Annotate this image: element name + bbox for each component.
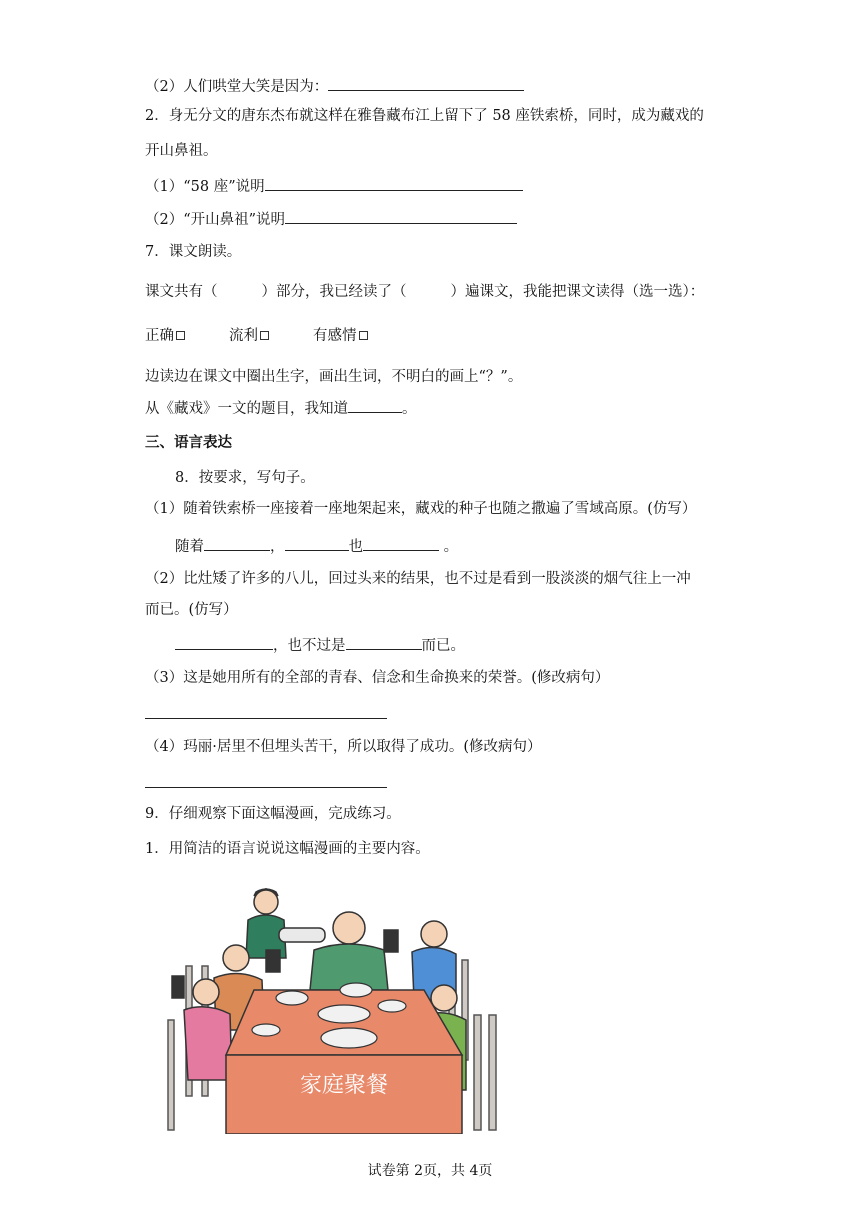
tablecloth-caption: 家庭聚餐 — [299, 1072, 389, 1097]
answer-blank[interactable] — [363, 536, 439, 551]
answer-blank[interactable] — [285, 209, 517, 224]
q8-s2-line1: （2）比灶矮了许多的八儿，回过头来的结果，也不过是看到一股淡淡的烟气往上一冲 — [145, 571, 691, 587]
item2-sub2: （2）“开山鼻祖”说明 — [145, 209, 517, 230]
item2-sub1: （1）“58 座”说明 — [145, 176, 523, 197]
option-correct[interactable]: 正确 — [145, 328, 185, 344]
q8-s2-frame: ，也不过是 而已。 — [175, 635, 465, 656]
answer-blank[interactable] — [285, 536, 349, 551]
page-footer: 试卷第 2页，共 4页 — [367, 1163, 493, 1179]
q8-s1: （1）随着铁索桥一座接着一座地架起来，藏戏的种子也随之撒遍了雪域高原。(仿写） — [145, 501, 697, 517]
q8-s1-frame: 随着 ， 也 。 — [175, 536, 458, 557]
answer-line[interactable] — [145, 787, 387, 788]
q7-title-line: 从《藏戏》一文的题目，我知道 。 — [145, 398, 417, 419]
q7-title: 7．课文朗读。 — [145, 244, 242, 260]
checkbox[interactable] — [260, 331, 269, 340]
q7-reading-line: 课文共有（ ）部分，我已经读了（ ）遍课文，我能把课文读得（选一选）： — [145, 284, 705, 300]
answer-line[interactable] — [145, 718, 387, 719]
checkbox[interactable] — [359, 331, 368, 340]
answer-blank[interactable] — [346, 635, 422, 650]
option-fluent[interactable]: 流利 — [229, 328, 269, 344]
checkbox[interactable] — [176, 331, 185, 340]
q7-mark-instruction: 边读边在课文中圈出生字，画出生词，不明白的画上“？”。 — [145, 369, 523, 385]
answer-blank[interactable] — [265, 176, 523, 191]
item2-text-line2: 开山鼻祖。 — [145, 143, 218, 159]
answer-blank[interactable] — [204, 536, 270, 551]
q8-title: 8．按要求，写句子。 — [175, 470, 315, 486]
family-dinner-comic — [144, 880, 501, 1134]
section-title: 三、语言表达 — [145, 434, 232, 451]
q8-s2-line2: 而已。(仿写） — [145, 602, 238, 618]
item2-text-line1: 2．身无分文的唐东杰布就这样在雅鲁藏布江上留下了 58 座铁索桥，同时，成为藏戏的 — [145, 108, 704, 124]
q8-s3: （3）这是她用所有的全部的青春、信念和生命换来的荣誉。(修改病句） — [145, 670, 610, 686]
option-emotional[interactable]: 有感情 — [313, 328, 368, 344]
answer-blank[interactable] — [348, 398, 402, 413]
q9-sub1: 1．用简洁的语言说说这幅漫画的主要内容。 — [145, 841, 430, 857]
q7-options — [145, 326, 368, 346]
answer-blank[interactable] — [175, 635, 273, 650]
answer-blank[interactable] — [328, 76, 524, 91]
q8-s4: （4）玛丽·居里不但埋头苦干，所以取得了成功。(修改病句） — [145, 739, 542, 755]
q2-reason-line: （2）人们哄堂大笑是因为： — [145, 76, 524, 97]
q9-title: 9．仔细观察下面这幅漫画，完成练习。 — [145, 806, 401, 822]
